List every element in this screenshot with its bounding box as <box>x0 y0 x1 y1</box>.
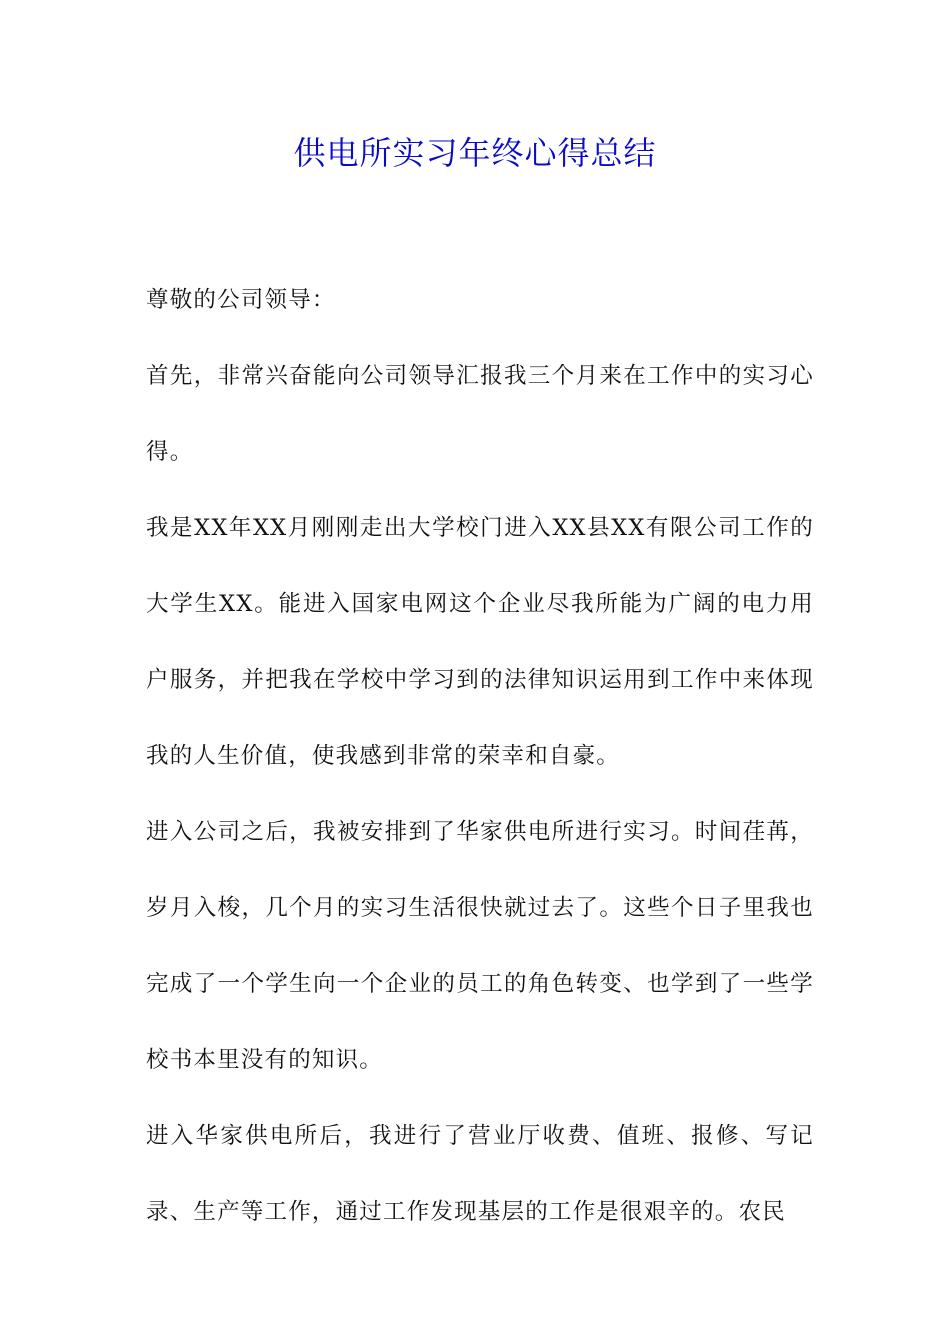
salutation: 尊敬的公司领导： <box>146 287 336 313</box>
paragraph-3: 进入公司之后，我被安排到了华家供电所进行实习。时间荏苒，岁月入梭，几个月的实习生活很快就过去了。这些个日子里我也完成了一个学生向一个企业的员工的角色转变、也学到了一些学校书本里没有的知识。 <box>146 819 814 1073</box>
paragraph-1: 首先，非常兴奋能向公司领导汇报我三个月来在工作中的实习心得。 <box>146 363 814 465</box>
paragraph-4: 进入华家供电所后，我进行了营业厅收费、值班、报修、写记录、生产等工作，通过工作发现基层的工作是很艰辛的。农民 <box>146 1123 814 1225</box>
paragraph-2: 我是XX年XX月刚刚走出大学校门进入XX县XX有限公司工作的大学生XX。能进入国家电网这个企业尽我所能为广阔的电力用户服务，并把我在学校中学习到的法律知识运用到工作中来体现我的人生价值，使我感到非常的荣幸和自豪。 <box>146 515 814 769</box>
document-body <box>146 262 814 1250</box>
document-title: 供电所实习年终心得总结 <box>293 134 657 172</box>
